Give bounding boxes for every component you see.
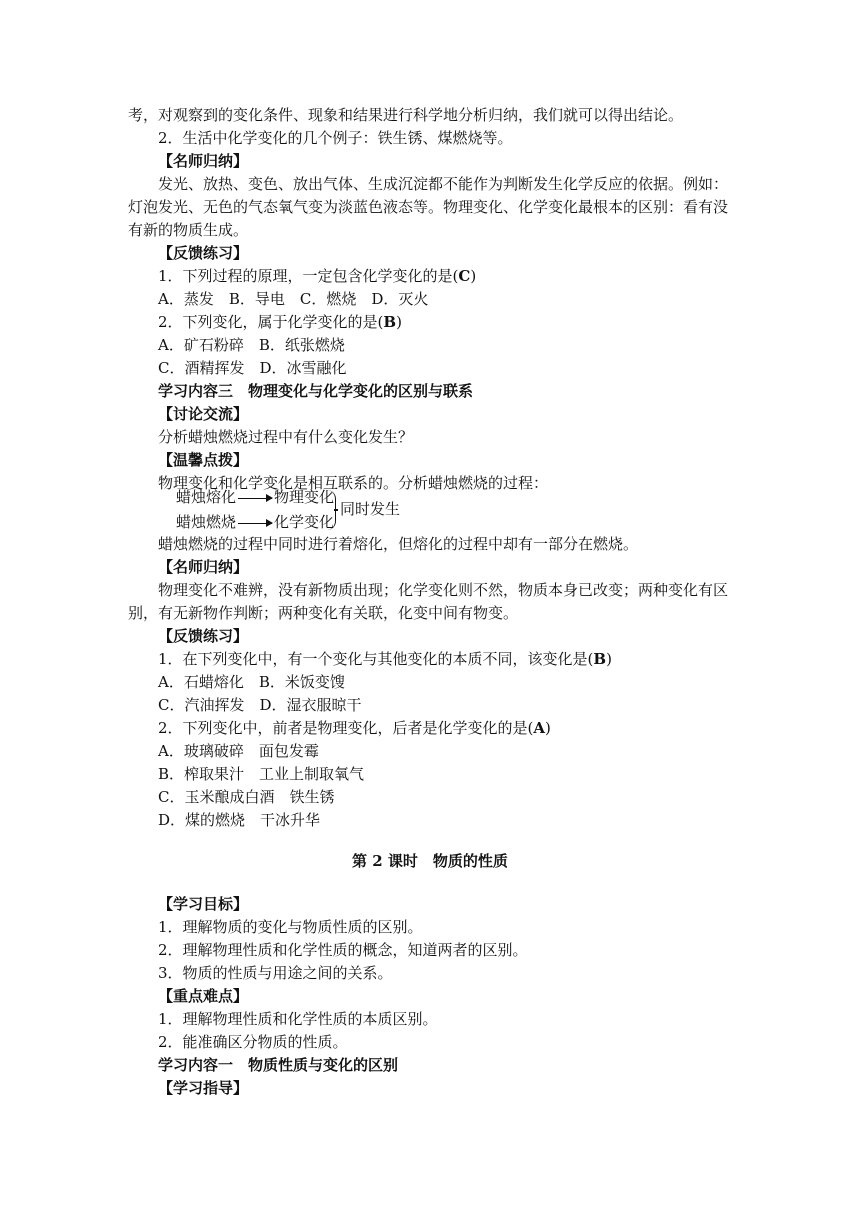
option-line: C．玉米酿成白酒 铁生锈 bbox=[158, 788, 335, 806]
option-line: A．石蜡熔化 B．米饭变馊 bbox=[158, 673, 345, 691]
diagram-result: 化学变化 bbox=[274, 513, 335, 531]
question-line bbox=[158, 717, 551, 739]
question-line bbox=[158, 265, 476, 287]
text-line: 灯泡发光、无色的气态氧气变为淡蓝色液态等。物理变化、化学变化最根本的区别：看有没 bbox=[128, 198, 729, 216]
question-line bbox=[158, 648, 612, 670]
diagram-row-melting bbox=[176, 486, 334, 508]
question-close: ) bbox=[396, 313, 402, 331]
answer-letter: A bbox=[533, 719, 546, 737]
question-text: 1．在下列变化中，有一个变化与其他变化的本质不同，该变化是( bbox=[158, 650, 594, 668]
question-line bbox=[158, 311, 402, 333]
option-line: C．酒精挥发 D．冰雪融化 bbox=[158, 359, 347, 377]
question-text: 1．下列过程的原理，一定包含化学变化的是( bbox=[158, 267, 459, 285]
section-heading: 【重点难点】 bbox=[158, 987, 249, 1005]
diagram-label: 蜡烛熔化 bbox=[176, 488, 237, 506]
lesson-title: 第 2 课时 物质的性质 bbox=[352, 852, 508, 870]
answer-letter: B bbox=[593, 650, 607, 668]
option-line: D．煤的燃烧 干冰升华 bbox=[158, 811, 321, 829]
section-heading: 【名师归纳】 bbox=[158, 152, 249, 170]
arrow-icon bbox=[238, 498, 272, 499]
brace-tip bbox=[334, 509, 338, 511]
section-title: 学习内容三 物理变化与化学变化的区别与联系 bbox=[158, 382, 474, 400]
section-title: 学习内容一 物质性质与变化的区别 bbox=[158, 1056, 399, 1074]
text-line: 别，有无新物作判断；两种变化有关联，化变中间有物变。 bbox=[128, 604, 519, 622]
arrow-icon bbox=[238, 523, 272, 524]
text-line: 3．物质的性质与用途之间的关系。 bbox=[158, 964, 393, 982]
section-heading: 【温馨点拨】 bbox=[158, 451, 249, 469]
diagram-row-burning bbox=[176, 511, 334, 533]
text-line: 分析蜡烛燃烧过程中有什么变化发生？ bbox=[158, 428, 414, 446]
option-line: B．榨取果汁 工业上制取氧气 bbox=[158, 765, 365, 783]
diagram-conclusion: 同时发生 bbox=[340, 500, 401, 518]
section-heading: 【学习指导】 bbox=[158, 1079, 249, 1097]
text-line: 发光、放热、变色、放出气体、生成沉淀都不能作为判断发生化学反应的依据。例如： bbox=[158, 175, 729, 193]
option-line: A．蒸发 B．导电 C．燃烧 D．灭火 bbox=[158, 290, 429, 308]
question-close: ) bbox=[470, 267, 477, 285]
text-line: 有新的物质生成。 bbox=[128, 221, 249, 239]
text-line: 蜡烛燃烧的过程中同时进行着熔化，但熔化的过程中却有一部分在燃烧。 bbox=[158, 535, 639, 553]
section-heading: 【学习目标】 bbox=[158, 895, 249, 913]
diagram-result: 物理变化 bbox=[274, 488, 335, 506]
question-text: 2．下列变化，属于化学变化的是( bbox=[158, 313, 384, 331]
text-line: 考，对观察到的变化条件、现象和结果进行科学地分析归纳，我们就可以得出结论。 bbox=[128, 106, 684, 124]
question-close: ) bbox=[606, 650, 612, 668]
section-heading: 【名师归纳】 bbox=[158, 558, 249, 576]
text-line: 2．生活中化学变化的几个例子：铁生锈、煤燃烧等。 bbox=[158, 129, 513, 147]
answer-letter: C bbox=[458, 267, 471, 285]
question-text: 2．下列变化中，前者是物理变化，后者是化学变化的是( bbox=[158, 719, 534, 737]
section-heading: 【讨论交流】 bbox=[158, 405, 249, 423]
text-line: 物理变化不难辨，没有新物质出现；化学变化则不然，物质本身已改变；两种变化有区 bbox=[158, 581, 729, 599]
option-line: A．玻璃破碎 面包发霉 bbox=[158, 742, 319, 760]
answer-letter: B bbox=[383, 313, 397, 331]
text-line: 1．理解物质的变化与物质性质的区别。 bbox=[158, 918, 423, 936]
section-heading: 【反馈练习】 bbox=[158, 627, 249, 645]
diagram-label: 蜡烛燃烧 bbox=[176, 513, 237, 531]
text-line: 2．理解物理性质和化学性质的概念，知道两者的区别。 bbox=[158, 941, 528, 959]
text-line: 物理变化和化学变化是相互联系的。分析蜡烛燃烧的过程： bbox=[158, 474, 549, 492]
option-line: A．矿石粉碎 B．纸张燃烧 bbox=[158, 336, 345, 354]
text-line: 1．理解物理性质和化学性质的本质区别。 bbox=[158, 1010, 438, 1028]
section-heading: 【反馈练习】 bbox=[158, 244, 249, 262]
option-line: C．汽油挥发 D．湿衣服晾干 bbox=[158, 696, 362, 714]
question-close: ) bbox=[545, 719, 551, 737]
text-line: 2．能准确区分物质的性质。 bbox=[158, 1033, 348, 1051]
